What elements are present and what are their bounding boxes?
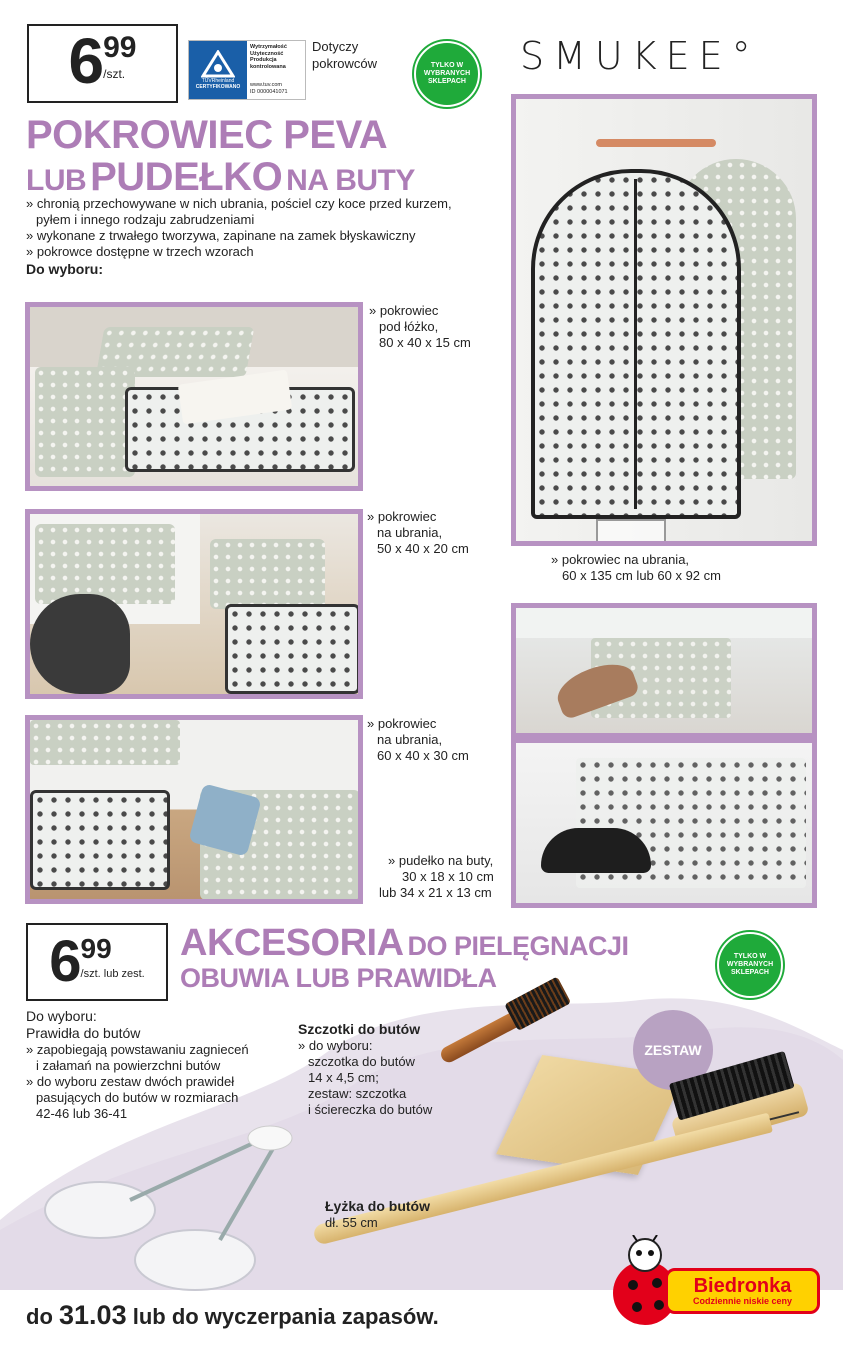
price-unit: /szt. lub zest.	[80, 968, 145, 980]
item-label-underbed: » pokrowiec pod łóżko, 80 x 40 x 15 cm	[369, 303, 471, 350]
feature-item: » pokrowce dostępne w trzech wzorach	[26, 244, 254, 259]
cert-line: Produkcja	[250, 57, 277, 63]
szczotki-block: Szczotki do butów » do wyboru: szczotka do butów 14 x 4,5 cm; zestaw: szczotka i ściereczka do butów	[298, 1021, 468, 1118]
availability-badge: TYLKO W WYBRANYCH SKLEPACH	[717, 932, 783, 998]
price-integer: 6	[68, 25, 102, 97]
lyzka-title: Łyżka do butów	[325, 1198, 430, 1214]
section-title: AKCESORIA DO PIELĘGNACJI OBUWIA LUB PRAWIDŁA	[180, 922, 629, 993]
lyzka-block: Łyżka do butów dł. 55 cm	[325, 1198, 430, 1230]
item-label-garment: » pokrowiec na ubrania, 60 x 135 cm lub 60 x 92 cm	[551, 552, 721, 583]
item-label-small-clothes: » pokrowiec na ubrania, 50 x 40 x 20 cm	[367, 509, 469, 556]
choose-label: Do wyboru:	[26, 1008, 97, 1024]
photo-clothes-bag-small	[25, 509, 363, 699]
price-unit: /szt.	[103, 67, 126, 81]
cert-url: www.tuv.com	[250, 82, 282, 88]
price-decimal: 99	[103, 31, 137, 64]
feature-list	[26, 196, 496, 277]
cert-line: kontrolowana	[250, 63, 286, 70]
photo-shoebox-1	[511, 603, 817, 738]
item-label-shoebox: » pudełko na buty, 30 x 18 x 10 cm lub 34 x 21 x 13 cm	[379, 853, 494, 900]
page-title: POKROWIEC PEVA LUB PUDEŁKO NA BUTY	[26, 113, 415, 199]
cert-note: Dotyczy pokrowców	[312, 39, 378, 71]
item-label-large-clothes: » pokrowiec na ubrania, 60 x 40 x 30 cm	[367, 716, 469, 763]
price-decimal: 99	[80, 933, 112, 964]
zestaw-badge: ZESTAW	[633, 1010, 713, 1090]
biedronka-logo	[605, 1235, 820, 1330]
logo-name: Biedronka	[693, 1275, 792, 1297]
brand-logo: SMUKEE°	[520, 34, 760, 78]
tuv-sub: CERTYFIKOWANO	[195, 84, 241, 90]
availability-badge: TYLKO W WYBRANYCH SKLEPACH	[414, 41, 480, 107]
logo-slogan: Codziennie niskie ceny	[692, 1296, 793, 1306]
photo-underbed-bag	[25, 302, 363, 491]
photo-clothes-bag-large	[25, 715, 363, 904]
feature-item: pyłem i innego rodzaju zabrudzeniami	[36, 212, 255, 227]
photo-shoebox-2	[511, 738, 817, 908]
feature-item: » chronią przechowywane w nich ubrania, pościel czy koce przed kurzem,	[26, 196, 452, 211]
choose-block: Do wyboru: Prawidła do butów » zapobiegają powstawaniu zagnieceń i załamań na powierzchni butów » do wyboru zestaw dwóch prawideł pasujących do butów w rozmiarach 42-46 lub 36-41	[26, 1008, 296, 1122]
cert-id: ID 0000041071	[250, 88, 288, 95]
prawidla-title: Prawidła do butów	[26, 1025, 141, 1041]
tuv-logo-icon	[189, 41, 247, 99]
choose-label: Do wyboru:	[26, 261, 103, 277]
cert-line: Użyteczność	[250, 50, 284, 57]
shoe-trees-image	[30, 1120, 310, 1295]
photo-garment-bag	[511, 94, 817, 546]
feature-item: » wykonane z trwałego tworzywa, zapinane na zamek błyskawiczny	[26, 228, 416, 243]
tuv-brand: TÜVRheinland	[201, 78, 235, 84]
price-integer: 6	[49, 929, 79, 994]
footer-validity: do 31.03 lub do wyczerpania zapasów.	[26, 1300, 439, 1330]
cert-line: Wytrzymałość	[250, 44, 287, 50]
szczotki-title: Szczotki do butów	[298, 1021, 421, 1037]
price-box-top	[27, 24, 178, 103]
tuv-certificate	[188, 40, 306, 100]
